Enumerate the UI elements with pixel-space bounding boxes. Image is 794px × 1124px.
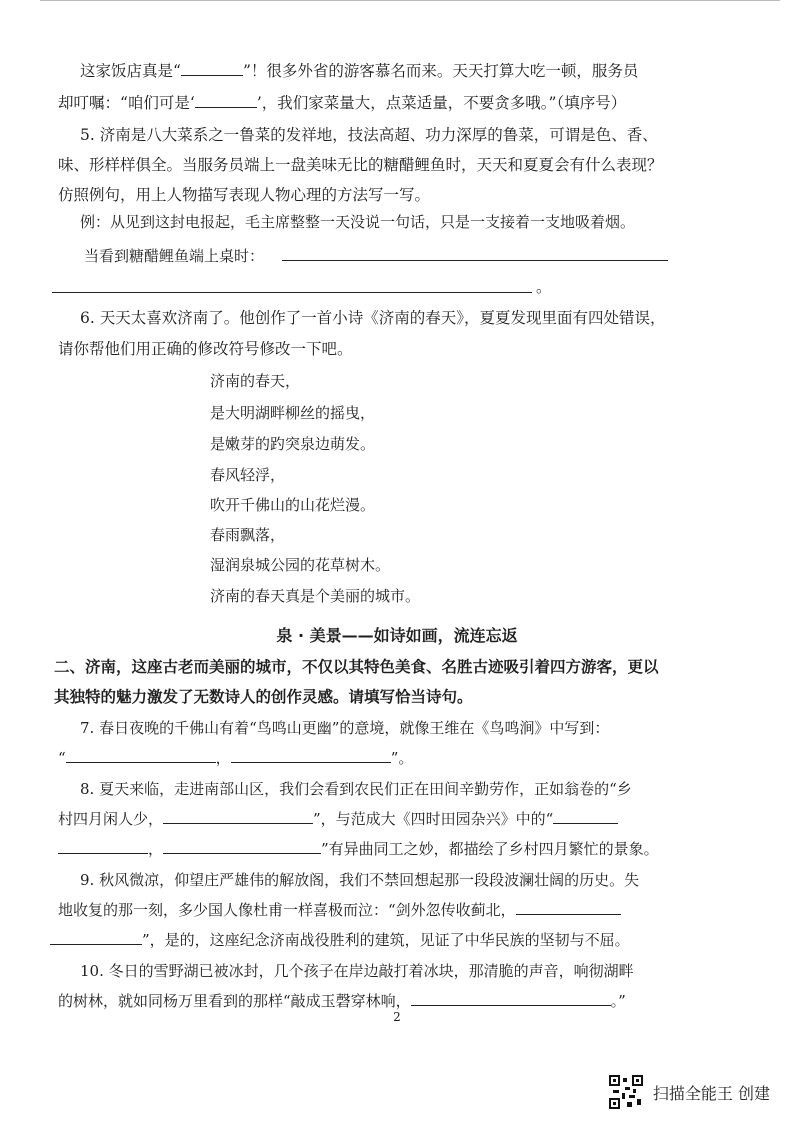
poem-line-4: 春风轻浮， [210,466,286,484]
q5-answer-line-1[interactable] [282,260,668,261]
q8-blank-1[interactable] [163,809,313,824]
section2-intro-1: 二、济南，这座古老而美丽的城市，不仅以其特色美食、名胜古迹吸引着四方游客，更以 [54,658,659,676]
page-number: 2 [393,1010,401,1024]
q9-line-1: 9. 秋风微凉，仰望庄严雄伟的解放阁，我们不禁回想起那一段段波澜壮阔的历史。失 [80,871,640,889]
poem-line-3: 是嫩芽的趵突泉边萌发。 [210,435,376,453]
q9-line-2: 地收复的那一刻，多少国人像杜甫一样喜极而泣：“剑外忽传收蓟北， [58,899,621,921]
q5-answer-line-2[interactable] [52,292,532,293]
q7-line-1: 7. 春日夜晚的千佛山有着“鸟鸣山更幽”的意境，就像王维在《鸟鸣涧》中写到： [80,719,610,737]
q10-blank-1[interactable] [411,991,611,1006]
q10-line-1: 10. 冬日的雪野湖已被冰封，几个孩子在岸边敲打着冰块，那清脆的声音，响彻湖畔 [80,962,634,980]
q4-blank-2[interactable] [195,93,257,108]
q7-blank-2[interactable] [231,748,391,763]
q5-line-2: 味、形样样俱全。当服务员端上一盘美味无比的糖醋鲤鱼时，天天和夏夏会有什么表现？ [58,156,663,174]
q8-line-1: 8. 夏天来临，走进南部山区，我们会看到农民们正在田间辛勤劳作，正如翁卷的“乡 [80,780,632,798]
q5-example: 例：从见到这封电报起，毛主席整整一天没说一句话，只是一支接着一支地吸着烟。 [80,213,636,231]
poem-line-7: 湿润泉城公园的花草树木。 [210,556,391,574]
q8-blank-3[interactable] [163,839,321,854]
q6-line-2: 请你帮他们用正确的修改符号修改一下吧。 [58,340,353,358]
poem-line-2: 是大明湖畔柳丝的摇曳， [210,404,376,422]
section-subtitle: 泉 · 美景——如诗如画，流连忘返 [276,626,518,645]
q9-line-3: ”，是的，这座纪念济南战役胜利的建筑，见证了中华民族的坚韧与不屈。 [50,929,630,951]
poem-line-8: 济南的春天真是个美丽的城市。 [210,587,421,605]
q5-line-3: 仿照例句，用上人物描写表现人物心理的方法写一写。 [58,186,431,204]
q9-blank-1[interactable] [516,900,621,915]
q4-blank-1[interactable] [181,61,243,76]
q5-line-1: 5. 济南是八大菜系之一鲁菜的发祥地，技法高超、功力深厚的鲁菜，可谓是色、香、 [80,126,658,144]
q8-line-2: 村四月闲人少， ”，与范成大《四时田园杂兴》中的“ [58,808,618,830]
qr-code-icon [609,1075,643,1109]
q5-prompt: 当看到糖醋鲤鱼端上桌时： [84,247,265,265]
poem-line-1: 济南的春天， [210,372,301,390]
top-edge-line [40,0,780,4]
q4-line-2: 却叮嘱：“咱们可是‘ ’，我们家菜量大，点菜适量，不要贪多哦。”（填序号） [58,94,627,112]
q6-line-1: 6. 天天太喜欢济南了。他创作了一首小诗《济南的春天》，夏夏发现里面有四处错误， [80,309,666,327]
scanner-watermark [609,1075,770,1109]
q7-line-2: “ ， ”。 [58,749,414,767]
q10-line-2: 的树林，就如同杨万里看到的那样“敲成玉磬穿林响， 。” [58,992,626,1010]
q7-blank-1[interactable] [66,748,216,763]
section2-intro-2: 其独特的魅力激发了无数诗人的创作灵感。请填写恰当诗句。 [54,688,473,706]
poem-line-5: 吹开千佛山的山花烂漫。 [210,496,376,514]
scanner-brand-text: 扫描全能王 创建 [652,1083,770,1103]
q4-line-1: 这家饭店真是“ ”！很多外省的游客慕名而来。天天打算大吃一顿，服务员 [80,62,639,80]
q5-end-mark: 。 [536,278,552,296]
q9-blank-1-cont[interactable] [50,930,142,945]
poem-line-6: 春雨飘落， [210,526,286,544]
q8-blank-2[interactable] [553,809,618,824]
q8-line-3: ， ”有异曲同工之妙，都描绘了乡村四月繁忙的景象。 [58,838,659,860]
q8-blank-2-cont[interactable] [58,839,148,854]
